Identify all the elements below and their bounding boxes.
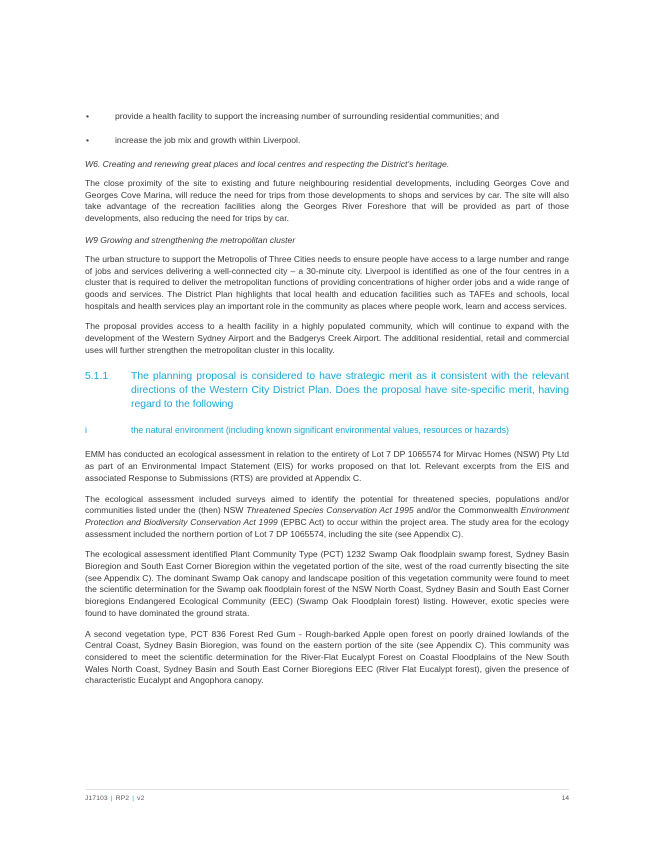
p2-text-c: (EPBC Act) to occur within the project area. The study area for the ecology assessment included the northern portion of Lot 7 DP 1065574, including the site (see Appendix C). [85,516,569,539]
p2-text-a: The ecological assessment included surveys aimed to identify the potential for threatened species, populations and/or communities listed under the (then) NSW [85,493,569,516]
subsection-number: i [85,425,87,436]
w9-heading: W9 Growing and strengthening the metropolitan cluster [85,234,296,245]
ecology-paragraph-3: The ecological assessment identified Plant Community Type (PCT) 1232 Swamp Oak floodplain swamp forest, Sydney Basin Bioregion and South East Corner Bioregion within the vegetated portion of the site, west of the road currently bisecting the site (see Appendix C). The dominant Swamp Oak canopy and landscape position of this vegetation community were found to meet the scientific determination for the Swamp oak floodplain forest of the NSW North Coast, Sydney Basin and South East Corner bioregions Endangered Ecological Community (EEC) (Swamp Oak Floodplain forest) listing. However, exotic species were found to have dominated the ground strata. [85,549,569,618]
act-name-epbc: Environment Protection and Biodiversity Conservation Act 1999 [85,505,569,527]
footer-reference [85,795,145,802]
act-name-tsc: Threatened Species Conservation Act 1995 [246,505,414,516]
p2-text-b: and/or the Commonwealth [413,505,521,516]
subsection-title: the natural environment (including known significant environmental values, resources or hazards) [131,425,509,436]
footer-divider [85,789,569,790]
bullet-marker: • [86,135,90,145]
w6-paragraph: The close proximity of the site to existing and future neighbouring residential developments, including Georges Cove and Georges Cove Marina, will reduce the need for trips from those developments to shops and services by car. The site will also take advantage of the recreation facilities along the Georges River Foreshore that will be provided as part of those developments, also reducing the need for trips by car. [85,178,569,224]
footer-project: J17103 [85,795,108,802]
bullet-marker: • [86,111,90,121]
footer-separator: | [132,795,135,802]
page-content [85,110,569,696]
ecology-paragraph-1: EMM has conducted an ecological assessment in relation to the entirety of Lot 7 DP 1065574 for Mirvac Homes (NSW) Pty Ltd as part of an Environmental Impact Statement (EIS) for works proposed on that lot. Relevant excerpts from the EIS and associated Response to Submissions (RTS) are provided at Appendix C. [85,449,569,483]
footer-separator: | [110,795,113,802]
footer-report: RP2 [115,795,130,802]
subsection-heading-i [85,424,569,436]
page-number: 14 [561,795,569,802]
section-heading-5-1-1 [85,370,569,412]
section-title: The planning proposal is considered to have strategic merit as it consistent with the relevant directions of the Western City District Plan. Does the proposal have site-specific merit, having regard to the following [131,371,569,411]
footer-version: v2 [137,795,145,802]
w9-paragraph-2: The proposal provides access to a health facility in a highly populated community, which will continue to expand with the development of the Western Sydney Airport and the Badgerys Creek Airport. The additional residential, retail and commercial uses will further strengthen the metropolitan cluster in this locality. [85,321,569,355]
bullet-text: provide a health facility to support the increasing number of surrounding residential communities; and [115,111,500,121]
bullet-item [85,134,569,146]
ecology-paragraph-4: A second vegetation type, PCT 836 Forest Red Gum - Rough-barked Apple open forest on poorly drained lowlands of the Central Coast, Sydney Basin Bioregion, was found on the eastern portion of the site (see Appendix C). This community was considered to meet the scientific determination for the River-Flat Eucalypt Forest on Coastal Floodplains of the New South Wales North Coast, Sydney Basin and South East Corner Bioregions EEC (River Flat Eucalypt forest), given the presence of characteristic Eucalypt and Angophora canopy. [85,628,569,686]
w6-heading: W6. Creating and renewing great places and local centres and respecting the District's heritage. [85,159,450,169]
w9-paragraph-1: The urban structure to support the Metropolis of Three Cities needs to ensure people have access to a large number and range of jobs and services delivering a well-connected city – a 30-minute city. Liverpool is identified as one of the four centres in a cluster that is required to deliver the metropolitan functions of providing concentrations of higher order jobs and a wide range of goods and services. The District Plan highlights that local health and education facilities such as TAFEs and schools, local hospitals and health services play an important role in the community as places where people work, learn and access services. [85,253,569,311]
bullet-text: increase the job mix and growth within Liverpool. [115,135,301,145]
section-number: 5.1.1 [85,371,109,383]
ecology-paragraph-2 [85,494,569,541]
bullet-item [85,110,569,122]
